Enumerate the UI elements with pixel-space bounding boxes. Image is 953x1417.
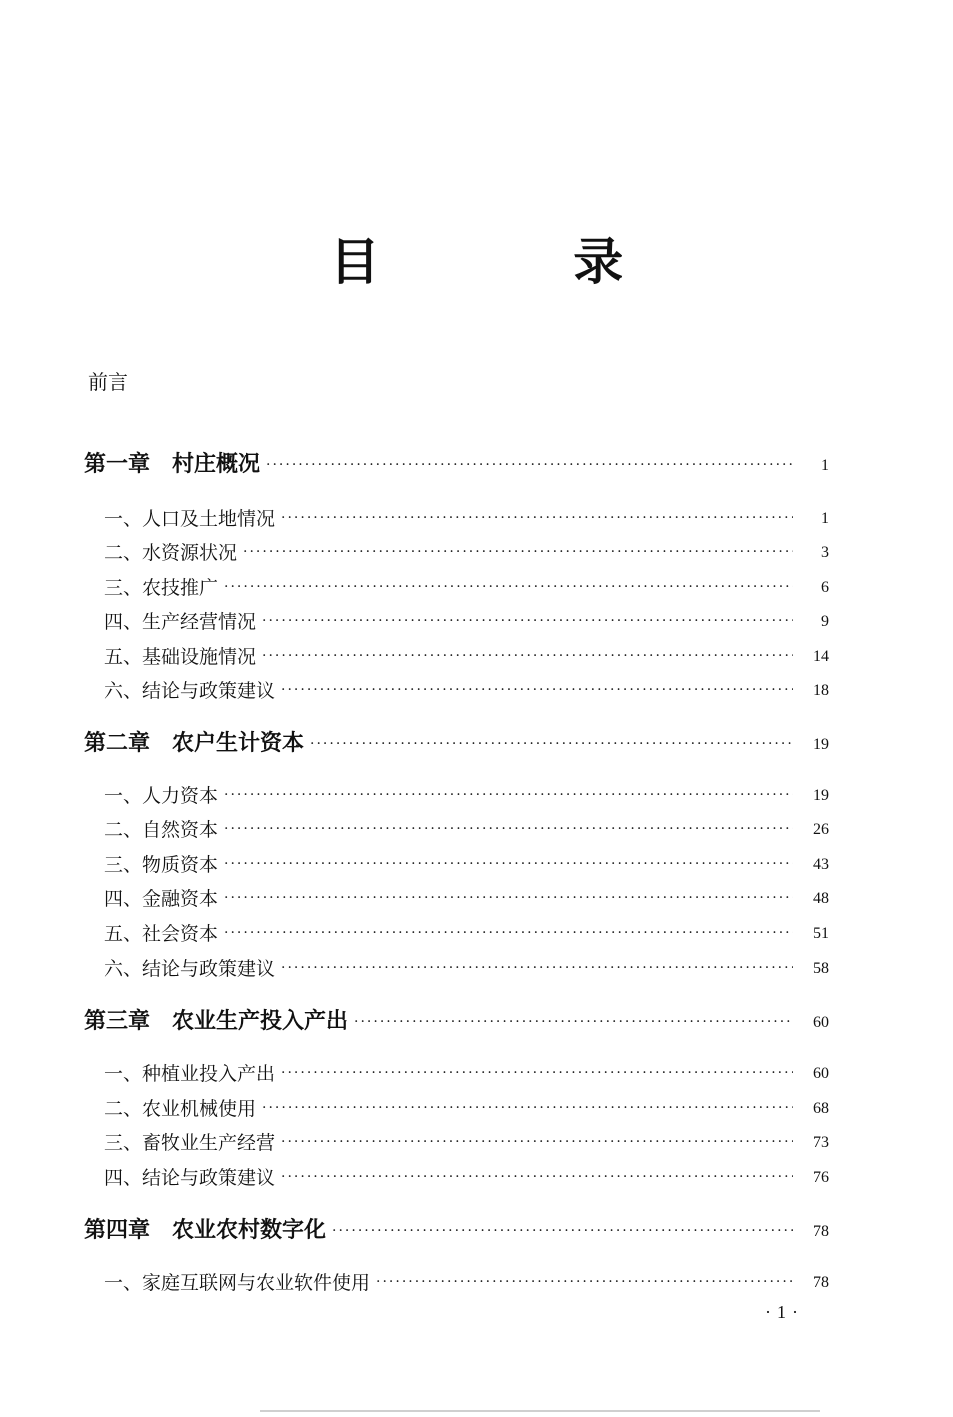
toc-section-entry — [0, 604, 953, 634]
toc-entry-label: 一、种植业投入产出 — [104, 1063, 276, 1085]
toc-entry-label: 四、生产经营情况 — [104, 611, 257, 633]
bottom-rule — [260, 1410, 820, 1412]
toc-section-entry — [0, 1056, 953, 1086]
toc-entry-label: 一、人口及土地情况 — [104, 508, 276, 530]
toc-entry-label: 三、物质资本 — [104, 854, 219, 876]
toc-chapter-entry — [0, 448, 953, 478]
toc-entry-label: 一、家庭互联网与农业软件使用 — [104, 1272, 371, 1294]
toc-chapter-entry — [0, 1005, 953, 1035]
toc-entry-label: 三、农技推广 — [104, 577, 219, 599]
toc-entry-label: 六、结论与政策建议 — [104, 680, 276, 702]
toc-entry-label: 二、自然资本 — [104, 819, 219, 841]
toc-leader-dots — [281, 961, 793, 981]
toc-entry-page: 43 — [813, 856, 829, 873]
toc-section-entry — [0, 1265, 953, 1295]
toc-preface: 前言 — [88, 370, 128, 394]
toc-entry-label: 一、人力资本 — [104, 785, 219, 807]
toc-entry-page: 3 — [821, 544, 829, 561]
toc-entry-page: 14 — [813, 648, 829, 665]
toc-section-entry — [0, 639, 953, 669]
toc-leader-dots — [310, 737, 793, 757]
toc-entry-page: 73 — [813, 1134, 829, 1151]
toc-leader-dots — [281, 1170, 793, 1190]
toc-entry-page: 9 — [821, 613, 829, 630]
toc-entry-page: 26 — [813, 821, 829, 838]
toc-entry-page: 19 — [813, 736, 829, 753]
toc-leader-dots — [262, 614, 793, 634]
toc-section-entry — [0, 1091, 953, 1121]
toc-leader-dots — [262, 1101, 793, 1121]
toc-entry-page: 1 — [821, 510, 829, 527]
toc-leader-dots — [243, 545, 793, 565]
toc-section-entry — [0, 812, 953, 842]
page-number: ·1· — [765, 1302, 804, 1322]
toc-entry-page: 58 — [813, 960, 829, 977]
toc-entry-page: 1 — [821, 457, 829, 474]
toc-section-entry — [0, 778, 953, 808]
toc-section-entry — [0, 570, 953, 600]
toc-leader-dots — [224, 580, 793, 600]
toc-section-entry — [0, 951, 953, 981]
toc-leader-dots — [224, 926, 793, 946]
toc-entry-label: 二、农业机械使用 — [104, 1098, 257, 1120]
toc-entry-label: 第一章 村庄概况 — [84, 451, 261, 477]
toc-leader-dots — [224, 857, 793, 877]
toc-leader-dots — [281, 1066, 793, 1086]
toc-entry-label: 四、金融资本 — [104, 888, 219, 910]
toc-entry-label: 第三章 农业生产投入产出 — [84, 1008, 349, 1034]
toc-entry-label: 四、结论与政策建议 — [104, 1167, 276, 1189]
toc-entry-label: 五、社会资本 — [104, 923, 219, 945]
toc-entry-page: 6 — [821, 579, 829, 596]
toc-section-entry — [0, 1160, 953, 1190]
toc-entry-page: 19 — [813, 787, 829, 804]
toc-entry-label: 第二章 农户生计资本 — [84, 730, 305, 756]
toc-leader-dots — [224, 788, 793, 808]
toc-leader-dots — [224, 891, 793, 911]
page-title: 目 录 — [329, 232, 712, 291]
toc-chapter-entry — [0, 1214, 953, 1244]
toc-entry-page: 76 — [813, 1169, 829, 1186]
toc-entry-label: 第四章 农业农村数字化 — [84, 1217, 327, 1243]
toc-section-entry — [0, 916, 953, 946]
toc-chapter-entry — [0, 727, 953, 757]
toc-entry-page: 60 — [813, 1065, 829, 1082]
toc-entry-label: 二、水资源状况 — [104, 542, 238, 564]
toc-entry-page: 51 — [813, 925, 829, 942]
toc-entry-label: 五、基础设施情况 — [104, 646, 257, 668]
toc-leader-dots — [332, 1224, 793, 1244]
toc-leader-dots — [224, 822, 793, 842]
toc-entry-label: 六、结论与政策建议 — [104, 958, 276, 980]
toc-leader-dots — [281, 1135, 793, 1155]
toc-section-entry — [0, 673, 953, 703]
toc-entry-page: 78 — [813, 1223, 829, 1240]
toc-leader-dots — [281, 511, 793, 531]
toc-entry-page: 18 — [813, 682, 829, 699]
toc-entry-label: 三、畜牧业生产经营 — [104, 1132, 276, 1154]
toc-leader-dots — [354, 1015, 793, 1035]
toc-entry-page: 60 — [813, 1014, 829, 1031]
toc-section-entry — [0, 881, 953, 911]
toc-section-entry — [0, 501, 953, 531]
toc-section-entry — [0, 1125, 953, 1155]
toc-entry-page: 68 — [813, 1100, 829, 1117]
toc-leader-dots — [262, 649, 793, 669]
toc-leader-dots — [266, 458, 793, 478]
toc-entry-page: 78 — [813, 1274, 829, 1291]
toc-entry-page: 48 — [813, 890, 829, 907]
toc-section-entry — [0, 535, 953, 565]
toc-leader-dots — [281, 683, 793, 703]
toc-section-entry — [0, 847, 953, 877]
toc-leader-dots — [376, 1275, 793, 1295]
